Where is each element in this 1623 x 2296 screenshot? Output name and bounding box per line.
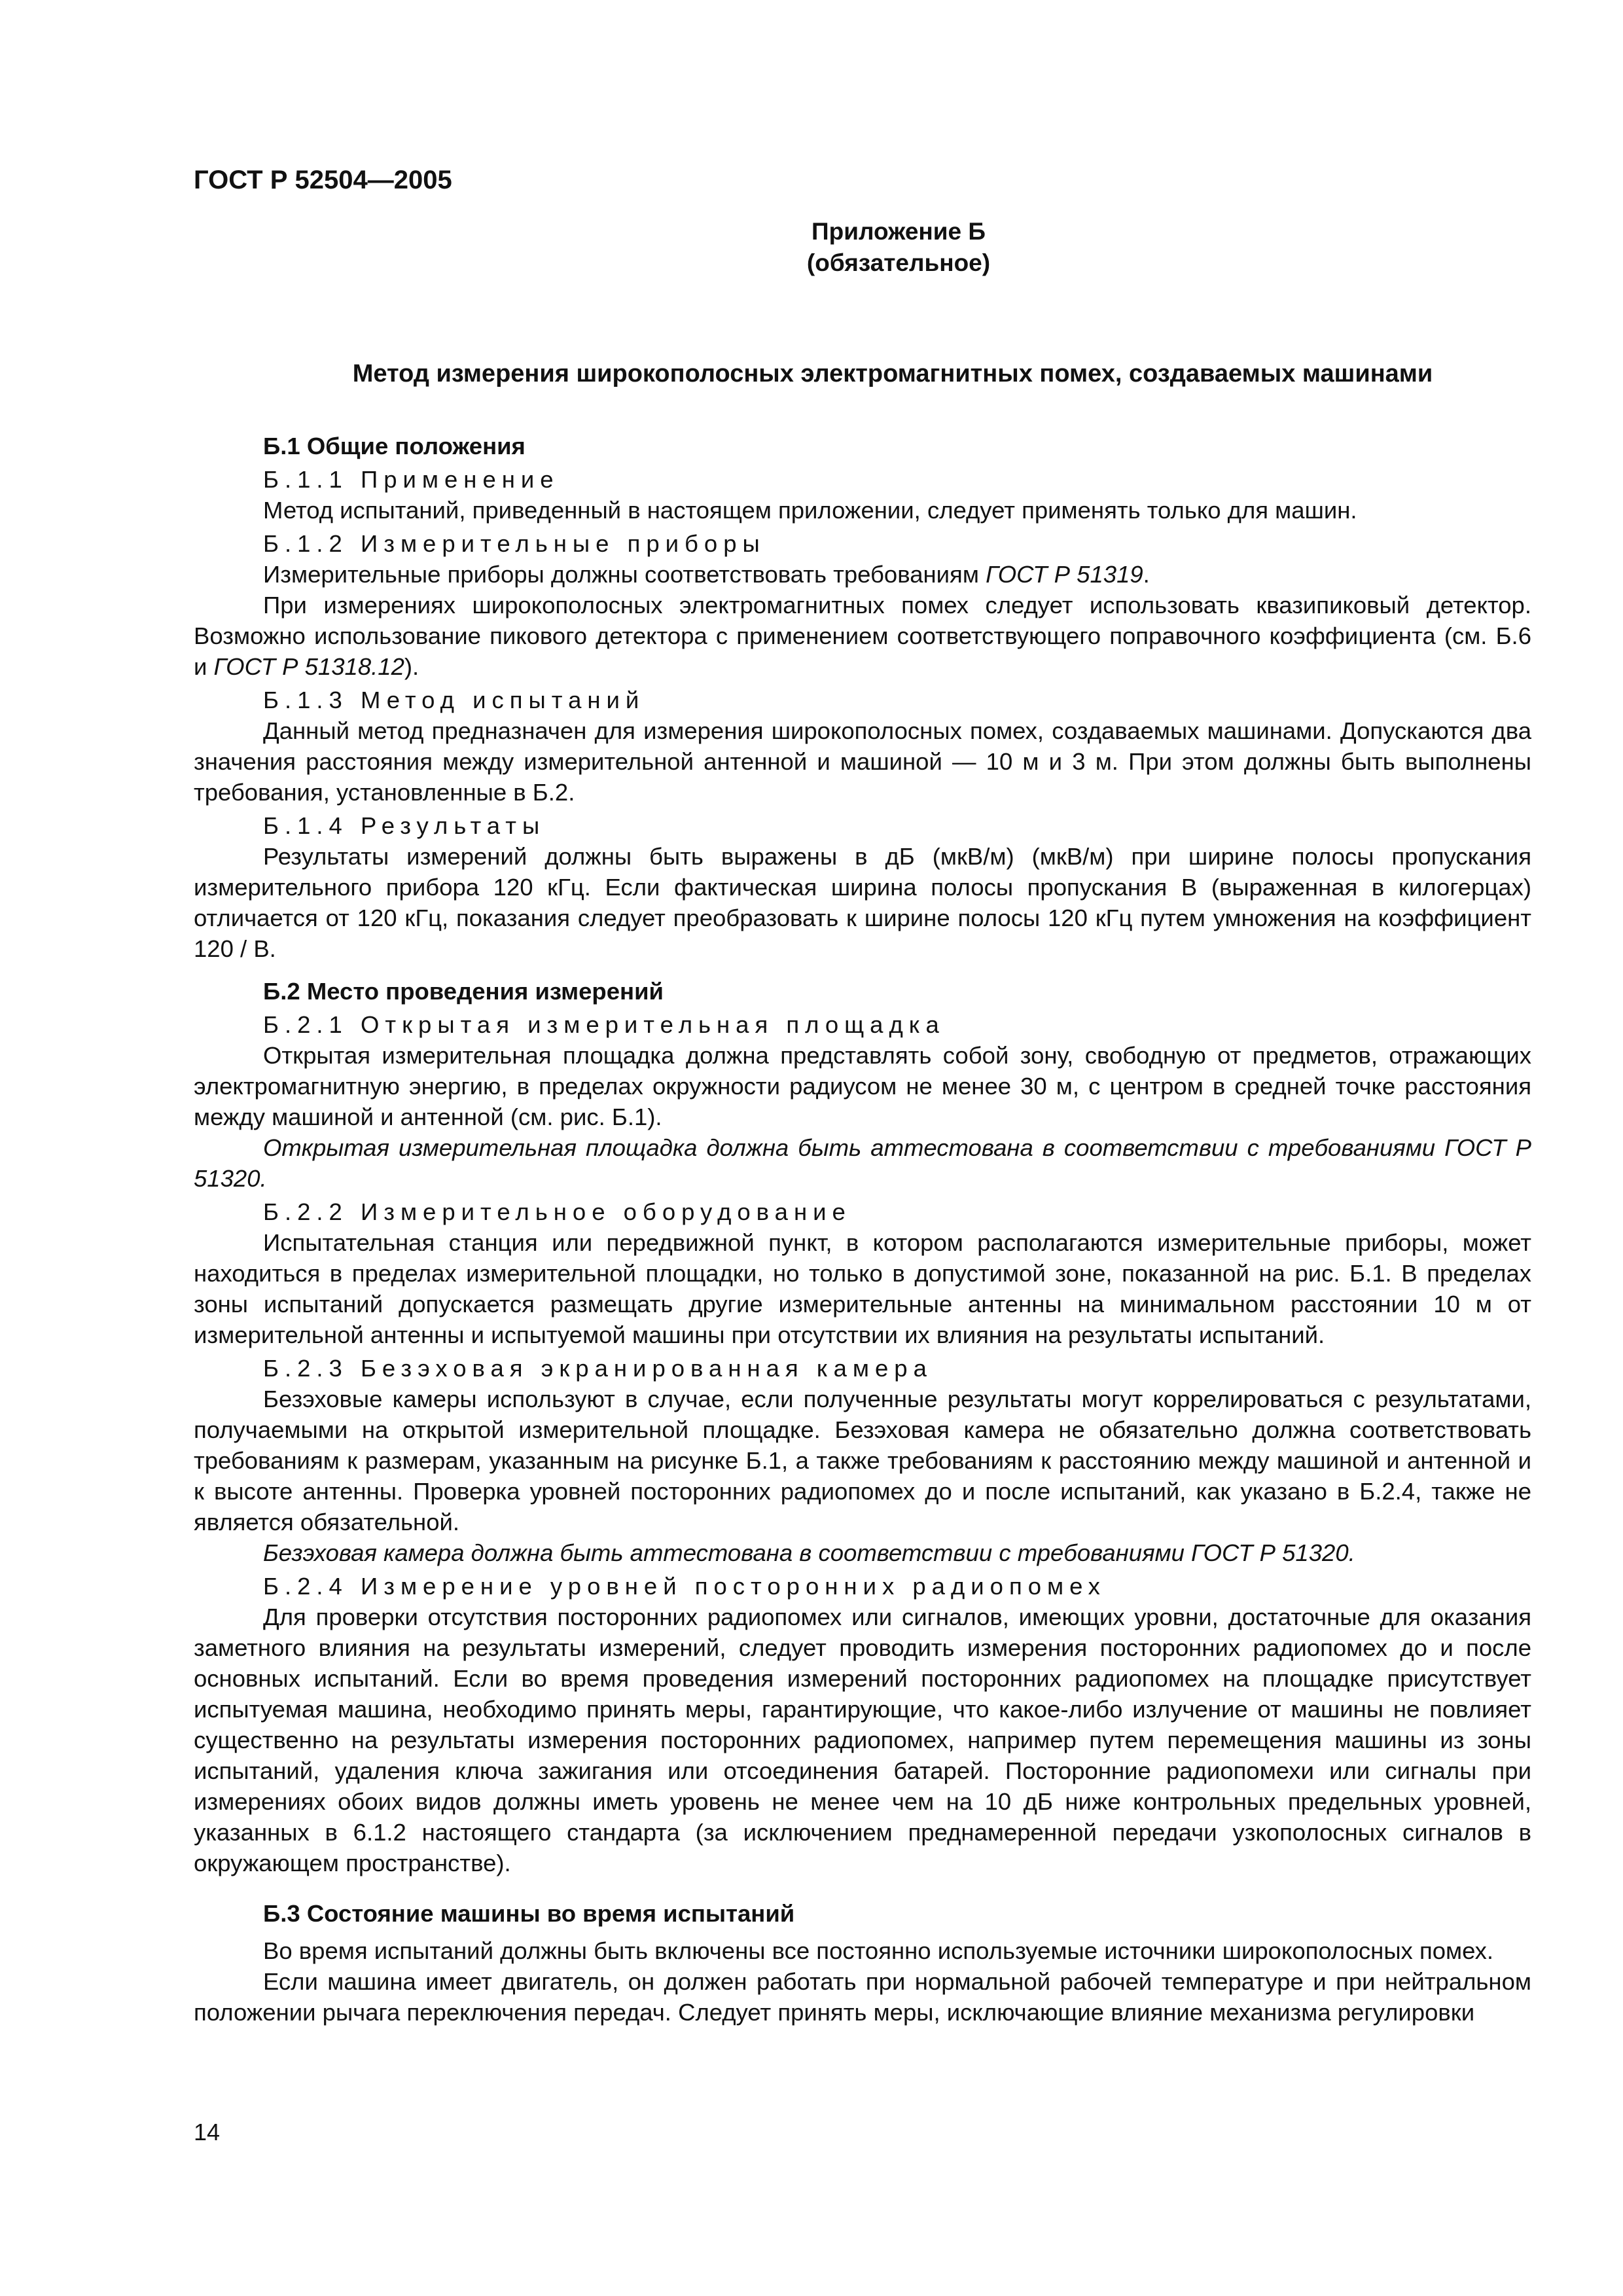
appendix-title: Метод измерения широкополосных электромагнитных помех, создаваемых машинами: [352, 360, 1433, 387]
paragraph-b2-3-2: Безэховая камера должна быть аттестована в соответствии с требованиями ГОСТ Р 51320.: [263, 1539, 1355, 1566]
paragraph-b1-1: Метод испытаний, приведенный в настоящем приложении, следует применять только для машин.: [263, 497, 1357, 524]
section-heading-b2: Б.2 Место проведения измерений: [263, 978, 664, 1005]
subsection-heading-b2-4: Б.2.4 Измерение уровней посторонних радиопомех: [263, 1573, 1106, 1600]
paragraph-text: .: [1143, 561, 1150, 588]
paragraph-b2-4: Для проверки отсутствия посторонних радиопомех или сигналов, имеющих уровни, достаточные для оказания заметного влияния на результаты измерений, следует проводить измерения посторонних радиопомех до и после основных испытаний. Если во время проведения измерений посторонних радиопомех на площадке присутствует испытуемая машина, необходимо принять меры, гарантирующие, что какое-либо излучение от машины не повлияет существенно на результаты измерения посторонних радиопомех, например путем перемещения машины из зоны испытаний, удаления ключа зажигания или отсоединения батарей. Посторонние радиопомехи или сигналы при измерениях обоих видов должны иметь уровень не менее чем на 10 дБ ниже контрольных предельных уровней, указанных в 6.1.2 настоящего стандарта (за исключением преднамеренной передачи узкополосных сигналов в окружающем пространстве).: [194, 1604, 1531, 1876]
subsection-heading-b1-4: Б.1.4 Результаты: [263, 812, 546, 839]
paragraph-b3-2: Если машина имеет двигатель, он должен работать при нормальной рабочей температуре и при нейтральном положении рычага переключения передач. Следует принять меры, исключающие влияние механизма регулировки: [194, 1968, 1531, 2026]
section-heading-b1: Б.1 Общие положения: [263, 433, 526, 459]
paragraph-b2-3-1: Безэховые камеры используют в случае, если полученные результаты могут коррелироваться с результатами, получаемыми на открытой измерительной площадке. Безэховая камера не обязательно должна соответствовать требованиям к размерам, указанным на рисунке Б.1, а также требованиям к расстоянию между машиной и антенной и к высоте антенны. Проверка уровней посторонних радиопомех до и после испытаний, как указано в Б.2.4, также не является обязательной.: [194, 1386, 1531, 1535]
paragraph-b1-4: Результаты измерений должны быть выражены в дБ (мкВ/м) (мкВ/м) при ширине полосы пропускания измерительного прибора 120 кГц. Если фактическая ширина полосы пропускания В (выраженная в килогерцах) отличается от 120 кГц, показания следует преобразовать к ширине полосы 120 кГц путем умножения на коэффициент 120 / В.: [194, 843, 1531, 962]
subsection-heading-b2-2: Б.2.2 Измерительное оборудование: [263, 1198, 851, 1225]
document-page: [194, 164, 1531, 2028]
page-number: 14: [194, 2119, 221, 2145]
standard-reference: ГОСТ Р 51318.12: [213, 653, 404, 680]
paragraph-b2-1-2: Открытая измерительная площадка должна быть аттестована в соответствии с требованиями ГОСТ Р 51320.: [194, 1134, 1531, 1192]
subsection-heading-b1-1: Б.1.1 Применение: [263, 466, 560, 493]
paragraph-b3-1: Во время испытаний должны быть включены все постоянно используемые источники широкополосных помех.: [263, 1937, 1493, 1964]
subsection-heading-b2-1: Б.2.1 Открытая измерительная площадка: [263, 1011, 945, 1038]
standard-reference: ГОСТ Р 51319: [986, 561, 1143, 588]
paragraph-b1-2-1: [194, 559, 1531, 590]
subsection-heading-b2-3: Б.2.3 Безэховая экранированная камера: [263, 1355, 933, 1382]
paragraph-text: Измерительные приборы должны соответствовать требованиям: [263, 561, 986, 588]
section-heading-b3: Б.3 Состояние машины во время испытаний: [263, 1900, 795, 1927]
paragraph-b2-1-1: Открытая измерительная площадка должна представлять собой зону, свободную от предметов, отражающих электромагнитную энергию, в пределах окружности радиусом не менее 30 м, с центром в средней точке расстояния между машиной и антенной (см. рис. Б.1).: [194, 1042, 1531, 1130]
paragraph-b1-3: Данный метод предназначен для измерения широкополосных помех, создаваемых машинами. Допускаются два значения расстояния между измерительной антенной и машиной — 10 м и 3 м. При этом должны быть выполнены требования, установленные в Б.2.: [194, 717, 1531, 806]
appendix-label: Приложение Б: [812, 218, 986, 245]
paragraph-text: ).: [404, 653, 419, 680]
subsection-heading-b1-2: Б.1.2 Измерительные приборы: [263, 530, 766, 557]
standard-code-header: ГОСТ Р 52504—2005: [194, 166, 452, 194]
appendix-status: (обязательное): [806, 249, 991, 276]
subsection-heading-b1-3: Б.1.3 Метод испытаний: [263, 687, 645, 713]
paragraph-b2-2: Испытательная станция или передвижной пункт, в котором располагаются измерительные приборы, может находиться в пределах измерительной площадки, но только в допустимой зоне, показанной на рис. Б.1. В пределах зоны испытаний допускается размещать другие измерительные антенны на минимальном расстоянии 10 м от измерительной антенны и испытуемой машины при отсутствии их влияния на результаты испытаний.: [194, 1229, 1531, 1348]
paragraph-text: При измерениях широкополосных электромагнитных помех следует использовать квазипиковый детектор. Возможно использование пикового детектора с применением соответствующего поправочного коэффициента (см. Б.6 и: [194, 592, 1531, 680]
paragraph-b1-2-2: [194, 590, 1531, 682]
